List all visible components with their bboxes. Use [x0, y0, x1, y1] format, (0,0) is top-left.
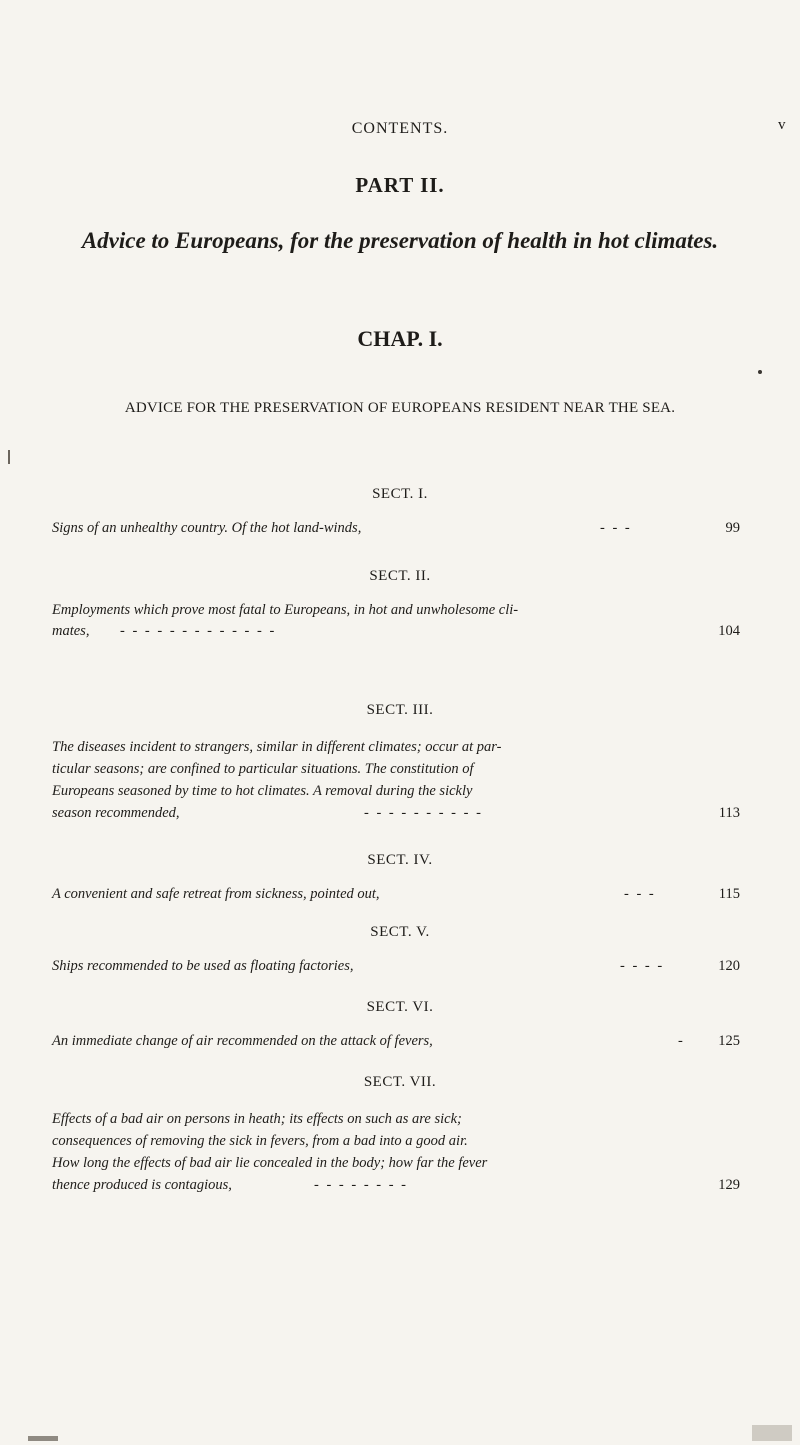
entry-line — [52, 884, 740, 905]
toc-entry-1[interactable] — [52, 518, 740, 539]
leader-dots: - - - - - - - - - - — [364, 805, 483, 821]
entry-line — [52, 1130, 740, 1152]
entry-line — [52, 1108, 740, 1130]
entry-line — [52, 621, 740, 642]
entry-text: How long the effects of bad air lie concealed in the body; how far the fever — [52, 1155, 488, 1171]
part-title: Advice to Europeans, for the preservation of health in hot climates. — [81, 228, 719, 253]
part-heading: PART II. — [355, 173, 445, 197]
entry-text: ticular seasons; are confined to particular situations. The constitution of — [52, 761, 474, 777]
page-number: 113 — [718, 805, 740, 821]
entry-line — [52, 956, 740, 977]
page-number: 125 — [718, 1033, 740, 1049]
entry-line — [52, 1031, 740, 1052]
entry-line — [52, 780, 740, 802]
entry-text: consequences of removing the sick in fevers, from a bad into a good air. — [52, 1133, 468, 1149]
ink-speck — [8, 450, 10, 464]
ink-speck — [758, 370, 762, 374]
chapter-title: ADVICE FOR THE PRESERVATION OF EUROPEANS RESIDENT NEAR THE SEA. — [124, 400, 676, 416]
section-heading-3: SECT. III. — [366, 702, 434, 718]
section-heading-5: SECT. V. — [370, 924, 430, 940]
entry-text: Europeans seasoned by time to hot climates. A removal during the sickly — [52, 783, 473, 799]
toc-entry-3[interactable] — [52, 736, 740, 824]
entry-text: A convenient and safe retreat from sickness, pointed out, — [52, 886, 380, 902]
toc-entry-4[interactable] — [52, 884, 740, 905]
page-number: 120 — [718, 958, 740, 974]
ink-speck — [28, 1436, 58, 1441]
entry-line — [52, 1174, 740, 1196]
entry-text: season recommended, — [52, 805, 180, 821]
entry-line — [52, 600, 740, 621]
ink-speck — [752, 1425, 792, 1441]
entry-line — [52, 758, 740, 780]
entry-text: thence produced is contagious, — [52, 1177, 232, 1193]
chapter-heading: CHAP. I. — [357, 326, 443, 351]
entry-text: Ships recommended to be used as floating factories, — [52, 958, 354, 974]
toc-entry-6[interactable] — [52, 1031, 740, 1052]
entry-line — [52, 736, 740, 758]
toc-entry-5[interactable] — [52, 956, 740, 977]
entry-line — [52, 518, 740, 539]
toc-entry-2[interactable] — [52, 600, 740, 642]
entry-text: mates, — [52, 623, 90, 639]
page-folio: v — [778, 117, 786, 133]
running-title: CONTENTS. — [351, 120, 449, 137]
entry-line — [52, 802, 740, 824]
toc-entry-7[interactable] — [52, 1108, 740, 1196]
page-number: 104 — [718, 623, 740, 639]
section-heading-2: SECT. II. — [369, 568, 431, 584]
section-heading-4: SECT. IV. — [367, 852, 433, 868]
entry-text: Signs of an unhealthy country. Of the hot land-winds, — [52, 520, 362, 536]
entry-text: Effects of a bad air on persons in heath; its effects on such as are sick; — [52, 1111, 462, 1127]
entry-text: Employments which prove most fatal to Europeans, in hot and unwholesome cli- — [52, 602, 519, 618]
page-number: 129 — [718, 1177, 740, 1193]
page-number: 115 — [718, 886, 740, 902]
leader-dots: - - - — [600, 520, 632, 536]
section-heading-7: SECT. VII. — [363, 1074, 437, 1090]
leader-dots: - - - — [624, 886, 656, 902]
section-heading-1: SECT. I. — [372, 486, 428, 502]
leader-dots: - - - - - - - - — [314, 1177, 409, 1193]
page-number: 99 — [725, 520, 740, 536]
leader-dots: - - - - - - - - - - - - - — [120, 623, 277, 639]
entry-line — [52, 1152, 740, 1174]
leader-dots: - — [678, 1033, 685, 1049]
entry-text: An immediate change of air recommended on the attack of fevers, — [52, 1033, 433, 1049]
entry-text: The diseases incident to strangers, similar in different climates; occur at par- — [52, 739, 502, 755]
section-heading-6: SECT. VI. — [366, 999, 434, 1015]
leader-dots: - - - - — [620, 958, 665, 974]
